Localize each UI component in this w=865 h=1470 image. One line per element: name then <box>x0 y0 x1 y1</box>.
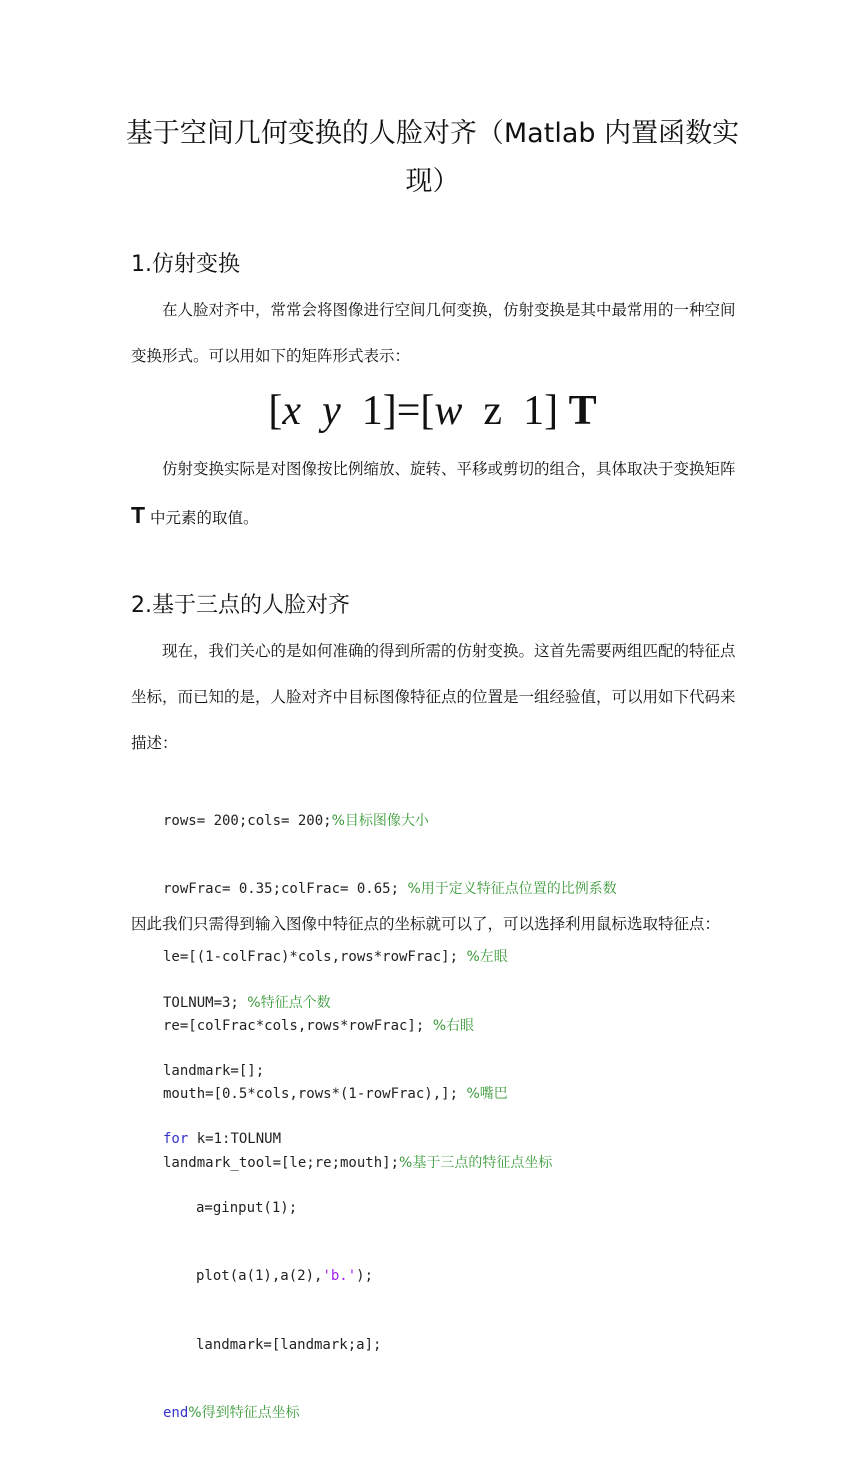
section-heading-affine: 1.仿射变换 <box>131 252 240 277</box>
paragraph-three-point-intro: 现在，我们关心的是如何准确的得到所需的仿射变换。这首先需要两组匹配的特征点坐标，而已知的是，人脸对齐中目标图像特征点的位置是一组经验值，可以用如下代码来描述： <box>131 642 736 752</box>
code-line: rows= 200;cols= 200;%目标图像大小 <box>163 812 429 829</box>
paragraph-landmark-selection: 因此我们只需得到输入图像中特征点的坐标就可以了，可以选择利用鼠标选取特征点： <box>131 915 721 933</box>
formula-bracket-close-rhs: ] <box>544 388 559 434</box>
paragraph-affine-intro: 在人脸对齐中，常常会将图像进行空间几何变换，仿射变换是其中最常用的一种空间变换形式。可以用如下的矩阵形式表示： <box>131 301 736 365</box>
code-line: rowFrac= 0.35;colFrac= 0.65; %用于定义特征点位置的比例系数 <box>163 880 617 897</box>
code-line: re=[colFrac*cols,rows*rowFrac]; %右眼 <box>163 1017 475 1034</box>
formula-var-y: y <box>322 388 341 434</box>
code-comment: %目标图像大小 <box>331 812 429 829</box>
code-block-ginput <box>163 946 381 1470</box>
formula-var-z: z <box>483 388 503 434</box>
formula-one-rhs: 1 <box>523 388 545 434</box>
formula-var-w: w <box>434 388 463 434</box>
code-line: mouth=[0.5*cols,rows*(1-rowFrac),]; %嘴巴 <box>163 1086 508 1103</box>
code-comment: %特征点个数 <box>247 994 331 1011</box>
code-line: le=[(1-colFrac)*cols,rows*rowFrac]; %左眼 <box>163 949 508 966</box>
document-title: 基于空间几何变换的人脸对齐（Matlab 内置函数实现） <box>125 118 740 197</box>
code-comment: %基于三点的特征点坐标 <box>399 1154 553 1171</box>
formula-bracket-open: [ <box>268 388 283 434</box>
affine-explain-tail: 中元素的取值。 <box>145 509 259 527</box>
code-comment: %嘴巴 <box>466 1086 508 1103</box>
paragraph-affine-explain <box>131 446 737 541</box>
code-comment: %用于定义特征点位置的比例系数 <box>407 880 617 897</box>
section-heading-three-point: 2.基于三点的人脸对齐 <box>131 593 350 618</box>
formula-bracket-open-rhs: [ <box>420 388 435 434</box>
code-comment: %得到特征点坐标 <box>188 1404 300 1421</box>
code-comment: %右眼 <box>432 1017 475 1034</box>
code-line: for k=1:TOLNUM <box>163 1131 282 1148</box>
affine-explain-text: 仿射变换实际是对图像按比例缩放、旋转、平移或剪切的组合，具体取决于变换矩阵 <box>162 460 736 478</box>
code-line <box>163 1402 381 1425</box>
code-comment: %左眼 <box>466 949 508 966</box>
formula-equals: = <box>396 388 421 434</box>
code-line: a=ginput(1); <box>196 1199 298 1216</box>
formula-var-x: x <box>282 388 302 434</box>
code-line: landmark_tool=[le;re;mouth];%基于三点的特征点坐标 <box>163 1154 553 1171</box>
code-keyword-end: end <box>163 1404 189 1421</box>
code-line: landmark=[]; <box>163 1062 265 1079</box>
code-string: 'b.' <box>322 1268 357 1285</box>
code-line: plot(a(1),a(2),'b.'); <box>196 1268 374 1285</box>
code-keyword-for: for <box>163 1131 189 1148</box>
code-line: TOLNUM=3; %特征点个数 <box>163 994 331 1011</box>
code-line: landmark=[landmark;a]; <box>196 1336 382 1353</box>
affine-formula <box>0 383 865 439</box>
formula-bracket-close: ] <box>382 388 397 434</box>
matrix-t-symbol: T <box>131 502 146 528</box>
formula-matrix-t: T <box>568 388 597 434</box>
formula-one-lhs: 1 <box>361 388 383 434</box>
